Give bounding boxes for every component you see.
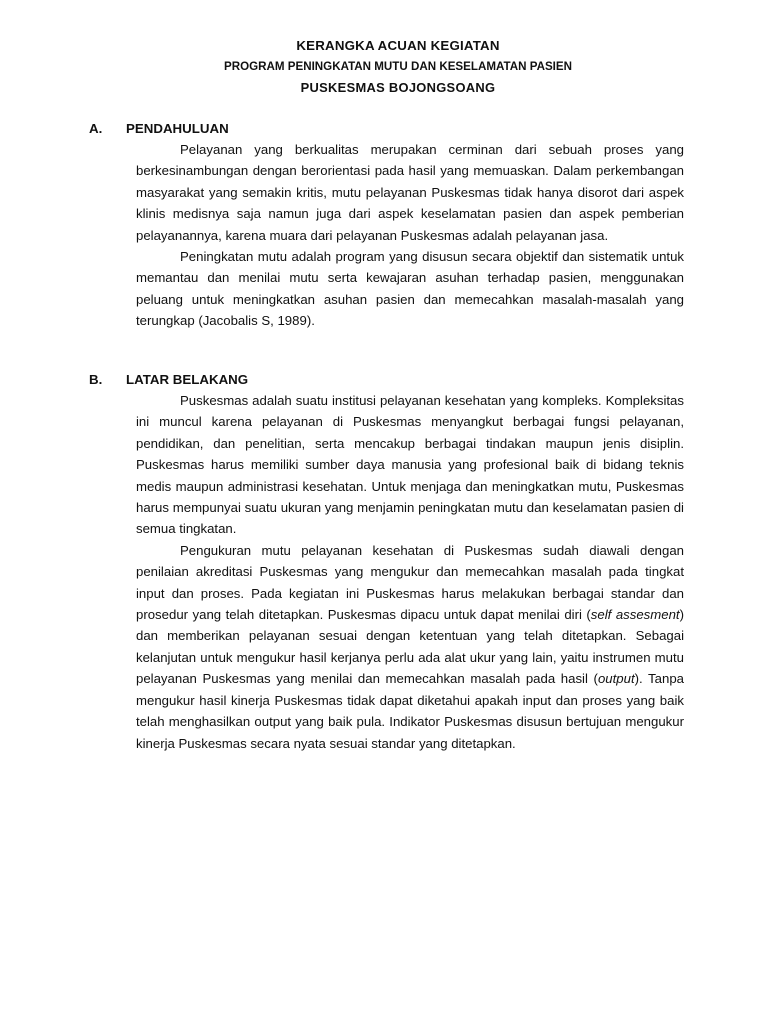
section-a-heading: [89, 121, 229, 136]
program-title: PROGRAM PENINGKATAN MUTU DAN KESELAMATAN PASIEN: [223, 60, 573, 73]
section-b-number: B.: [89, 372, 103, 387]
section-a-paragraph-1: Pelayanan yang berkualitas merupakan cerminan dari sebuah proses yang berkesinambungan dengan berorientasi pada hasil yang memuaskan. Dalam perkembangan masyarakat yang semakin kritis, mutu pelayanan Puskesmas tidak hanya disorot dari aspek klinis medisnya saja namun juga dari aspek keselamatan pasien dan aspek pemberian pelayanannya, karena muara dari pelayanan Puskesmas adalah pelayanan jasa.: [136, 142, 684, 243]
document-title: KERANGKA ACUAN KEGIATAN: [296, 38, 500, 53]
section-b-title: LATAR BELAKANG: [126, 372, 249, 387]
section-a-title: PENDAHULUAN: [126, 121, 229, 136]
section-b-p2-part-1: Pengukuran mutu pelayanan kesehatan di Puskesmas sudah diawali dengan penilaian akreditasi Puskesmas yang mengukur dan memecahkan masalah pada tingkat input dan proses. Pada kegiatan ini Puskesmas harus melakukan berbagai standar dan prosedur yang telah ditetapkan. Puskesmas dipacu untuk dapat menilai diri (: [136, 542, 684, 623]
section-b-p2-italic-2: output: [597, 671, 635, 687]
section-b-paragraph-2: [136, 540, 684, 754]
section-b-p2-part-3: ). Tanpa mengukur hasil kinerja Puskesmas tidak dapat diketahui apakah input dan proses yang baik telah menghasilkan output yang baik pula. Indikator Puskesmas disusun bertujuan mengukur kinerja Puskesmas secara nyata sesuai standar yang ditetapkan.: [136, 671, 684, 751]
section-a-number: A.: [89, 121, 103, 136]
section-a-paragraph-2: Peningkatan mutu adalah program yang disusun secara objektif dan sistematik untuk memantau dan menilai mutu serta kewajaran asuhan terhadap pasien, menggunakan peluang untuk meningkatkan asuhan pasien dan memecahkan masalah-masalah yang terungkap (Jacobalis S, 1989).: [136, 249, 684, 329]
institution-title: PUSKESMAS BOJONGSOANG: [300, 80, 496, 95]
section-b-p2-italic-1: self assesment: [590, 607, 680, 623]
section-a-body: [136, 139, 684, 332]
section-b-body: [136, 390, 684, 754]
section-b-heading: [89, 372, 248, 387]
section-b-p2-part-2: ) dan memberikan pelayanan sesuai dengan ketentuan yang telah ditetapkan. Sebagai kelanjutan untuk mengukur hasil kerjanya perlu ada alat ukur yang lain, yaitu instrumen mutu pelayanan Puskesmas yang menilai dan memecahkan masalah pada hasil (: [136, 607, 684, 687]
section-b-paragraph-1: Puskesmas adalah suatu institusi pelayanan kesehatan yang kompleks. Kompleksitas ini muncul karena pelayanan di Puskesmas menyangkut berbagai fungsi pelayanan, pendidikan, dan penelitian, serta mencakup berbagai tindakan maupun jenis disiplin. Puskesmas harus memiliki sumber daya manusia yang profesional baik di bidang teknis medis maupun administrasi kesehatan. Untuk menjaga dan meningkatkan mutu, Puskesmas harus mempunyai suatu ukuran yang menjamin peningkatan mutu dan keselamatan pasien di semua tingkatan.: [136, 393, 684, 537]
